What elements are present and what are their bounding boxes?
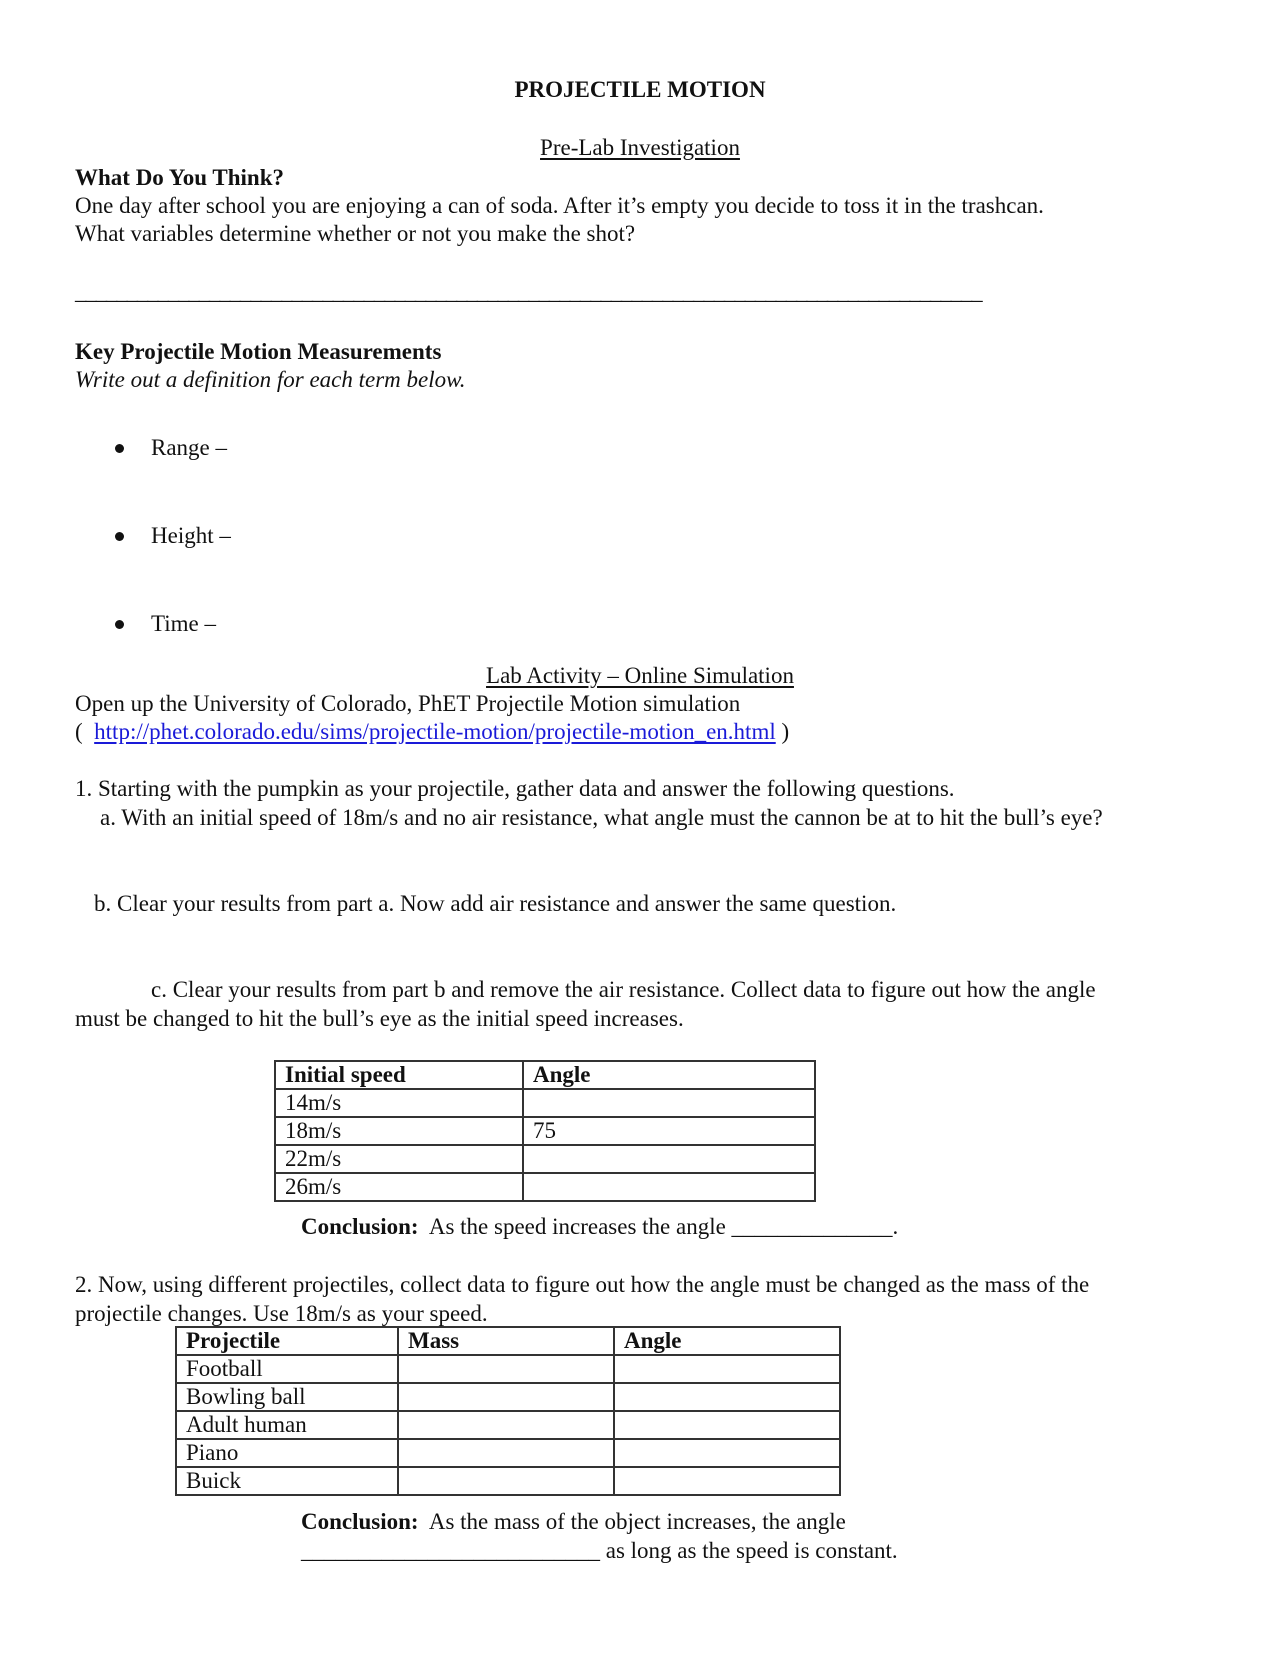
cell-mass[interactable] xyxy=(398,1411,614,1439)
cell-projectile: Adult human xyxy=(176,1411,398,1439)
question-heading: What Do You Think? xyxy=(75,165,284,190)
cell-angle[interactable] xyxy=(523,1089,815,1117)
link-open-paren: ( xyxy=(75,719,83,744)
cell-mass[interactable] xyxy=(398,1439,614,1467)
table-row xyxy=(176,1467,840,1495)
prelab-heading-wrap xyxy=(0,136,1280,159)
table-row xyxy=(176,1355,840,1383)
question-line-1: One day after school you are enjoying a can of soda. After it’s empty you decide to toss it in the trashcan. xyxy=(75,193,1044,218)
cell-projectile: Buick xyxy=(176,1467,398,1495)
cell-angle[interactable] xyxy=(523,1173,815,1201)
cell-speed: 22m/s xyxy=(275,1145,523,1173)
cell-angle[interactable]: 75 xyxy=(523,1117,815,1145)
cell-projectile: Bowling ball xyxy=(176,1383,398,1411)
measurements-instruction: Write out a definition for each term below. xyxy=(75,367,466,392)
cell-speed: 18m/s xyxy=(275,1117,523,1145)
q1-part-b: b. Clear your results from part a. Now add air resistance and answer the same question. xyxy=(94,891,897,916)
q2-conclusion-line-1 xyxy=(301,1510,846,1533)
table-row xyxy=(275,1089,815,1117)
bullet-icon xyxy=(115,532,124,541)
bullet-icon xyxy=(115,444,124,453)
q1-conclusion xyxy=(301,1215,898,1238)
table-row xyxy=(176,1439,840,1467)
term-time: Time – xyxy=(151,611,216,636)
measurements-heading: Key Projectile Motion Measurements xyxy=(75,339,442,364)
table-row xyxy=(275,1117,815,1145)
cell-projectile: Piano xyxy=(176,1439,398,1467)
cell-projectile: Football xyxy=(176,1355,398,1383)
q2-line-1: 2. Now, using different projectiles, collect data to figure out how the angle must be changed as the mass of the xyxy=(75,1272,1090,1297)
conclusion-text[interactable]: As the speed increases the angle ______________. xyxy=(428,1214,899,1239)
lab-heading-wrap xyxy=(0,664,1280,687)
q1-part-c-line-2: must be changed to hit the bull’s eye as the initial speed increases. xyxy=(75,1006,684,1031)
header-initial-speed: Initial speed xyxy=(275,1061,523,1089)
header-angle: Angle xyxy=(614,1327,840,1355)
header-angle: Angle xyxy=(523,1061,815,1089)
q2-line-2: projectile changes. Use 18m/s as your speed. xyxy=(75,1301,488,1326)
cell-mass[interactable] xyxy=(398,1355,614,1383)
cell-angle[interactable] xyxy=(614,1411,840,1439)
cell-angle[interactable] xyxy=(614,1439,840,1467)
answer-line[interactable]: ________________________________________________________________________________________ xyxy=(75,279,982,304)
link-close-paren: ) xyxy=(781,719,790,744)
lab-link-line xyxy=(75,720,789,743)
question-line-2: What variables determine whether or not you make the shot? xyxy=(75,221,636,246)
q1-part-a: a. With an initial speed of 18m/s and no air resistance, what angle must the cannon be at to hit the bull’s eye? xyxy=(100,805,1103,830)
cell-angle[interactable] xyxy=(523,1145,815,1173)
table-header-row xyxy=(275,1061,815,1089)
cell-angle[interactable] xyxy=(614,1383,840,1411)
table-header-row xyxy=(176,1327,840,1355)
phet-simulation-link[interactable]: http://phet.colorado.edu/sims/projectile-motion/projectile-motion_en.html xyxy=(94,719,776,744)
term-range: Range – xyxy=(151,435,228,460)
conclusion-text: As the mass of the object increases, the angle xyxy=(428,1509,846,1534)
cell-angle[interactable] xyxy=(614,1467,840,1495)
conclusion-label: Conclusion: xyxy=(301,1214,419,1239)
table-row xyxy=(176,1383,840,1411)
cell-speed: 26m/s xyxy=(275,1173,523,1201)
conclusion-label: Conclusion: xyxy=(301,1509,419,1534)
bullet-icon xyxy=(115,620,124,629)
cell-mass[interactable] xyxy=(398,1467,614,1495)
header-mass: Mass xyxy=(398,1327,614,1355)
table-row xyxy=(275,1145,815,1173)
lab-intro: Open up the University of Colorado, PhET Projectile Motion simulation xyxy=(75,691,741,716)
page-title: PROJECTILE MOTION xyxy=(514,77,766,102)
term-height: Height – xyxy=(151,523,231,548)
table-row xyxy=(176,1411,840,1439)
prelab-heading: Pre-Lab Investigation xyxy=(540,135,740,160)
speed-angle-table xyxy=(274,1060,816,1202)
cell-angle[interactable] xyxy=(614,1355,840,1383)
q2-conclusion-line-2[interactable]: __________________________ as long as the speed is constant. xyxy=(301,1538,898,1563)
q1-text: 1. Starting with the pumpkin as your projectile, gather data and answer the following questions. xyxy=(75,776,955,801)
cell-speed: 14m/s xyxy=(275,1089,523,1117)
projectile-mass-table xyxy=(175,1326,841,1496)
lab-heading: Lab Activity – Online Simulation xyxy=(486,663,794,688)
q1-part-c-line-1: c. Clear your results from part b and remove the air resistance. Collect data to figure out how the angle xyxy=(151,977,1096,1002)
table-row xyxy=(275,1173,815,1201)
cell-mass[interactable] xyxy=(398,1383,614,1411)
header-projectile: Projectile xyxy=(176,1327,398,1355)
